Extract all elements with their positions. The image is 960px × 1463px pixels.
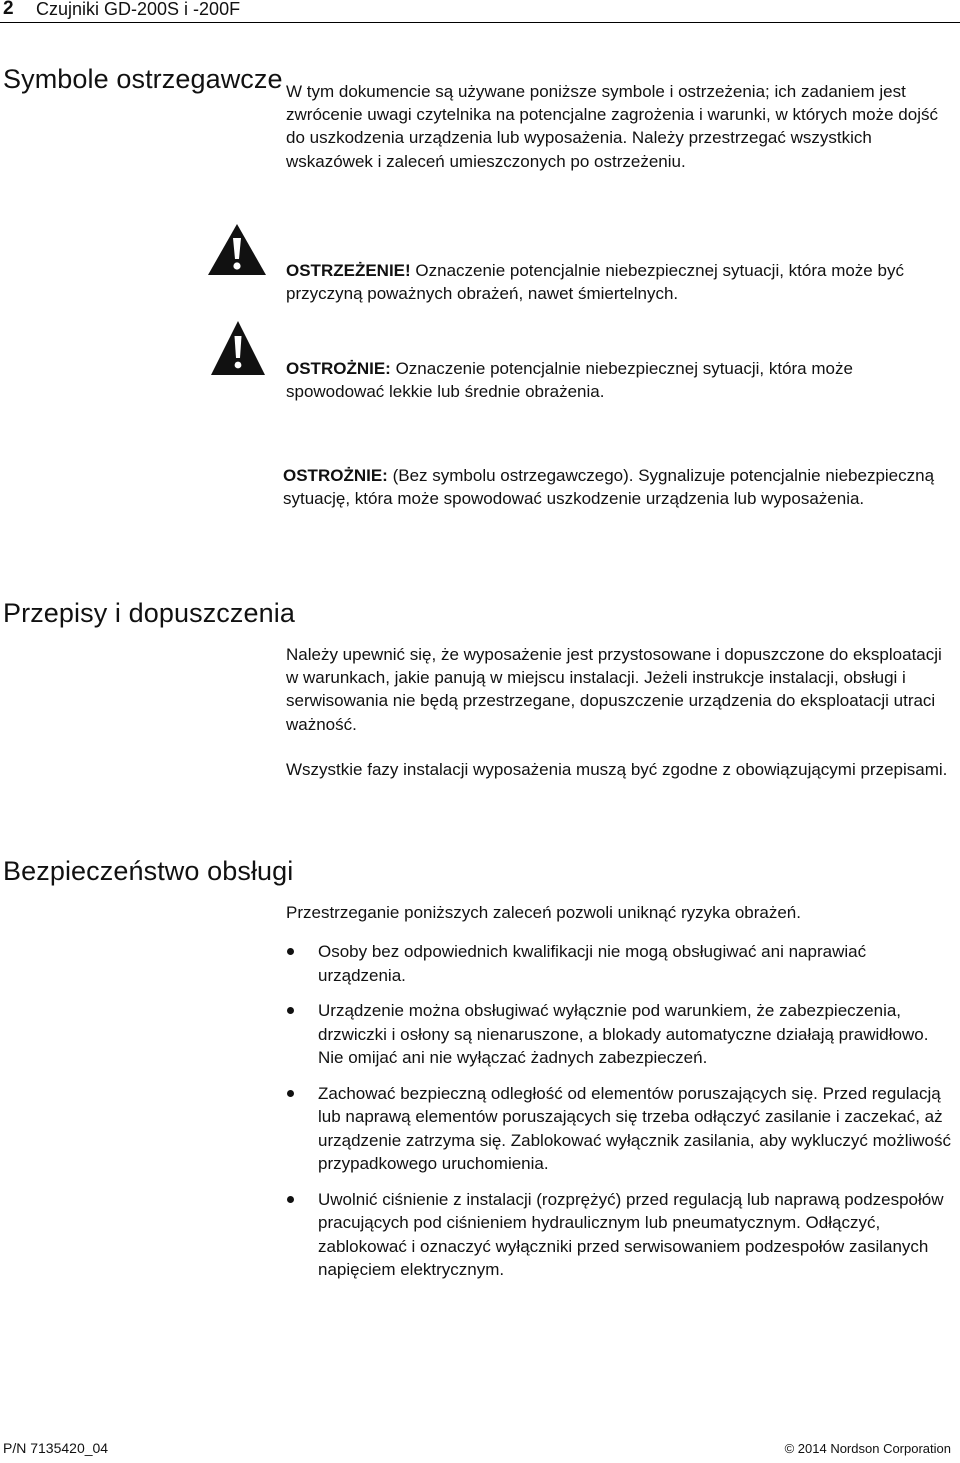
caution-no-symbol-paragraph bbox=[283, 464, 948, 510]
section-heading-safety: Bezpieczeństwo obsługi bbox=[3, 856, 294, 886]
list-item-text: Zachować bezpieczną odległość od elementów poruszających się. Przed regulacją lub naprawą elementów poruszających się trzeba odłączyć zasilanie i zaczekać, aż urządzenie zatrzyma się. Zablokować wyłącznik zasilania, aby wykluczyć możliwość przypadkowego uruchomienia. bbox=[318, 1083, 952, 1173]
bullet-icon bbox=[287, 948, 294, 955]
footer-part-number: P/N 7135420_04 bbox=[3, 1440, 109, 1456]
running-title: Czujniki GD-200S i -200F bbox=[36, 0, 241, 19]
safety-bullet-list bbox=[286, 940, 956, 1294]
warning-paragraph bbox=[286, 259, 951, 305]
regulations-paragraph-2: Wszystkie fazy instalacji wyposażenia muszą być zgodne z obowiązującymi przepisami. bbox=[286, 760, 948, 779]
list-item-text: Urządzenie można obsługiwać wyłącznie pod warunkiem, że zabezpieczenia, drzwiczki i osłony są nienaruszone, a blokady automatyczne działają prawidłowo. Nie omijać ani nie wyłączać żadnych zabezpieczeń. bbox=[318, 1001, 929, 1067]
warning-label: OSTRZEŻENIE! bbox=[286, 261, 411, 280]
section-heading-symbols: Symbole ostrzegawcze bbox=[3, 64, 283, 94]
page-number: 2 bbox=[3, 0, 14, 19]
page-header bbox=[0, 0, 960, 23]
bullet-icon bbox=[287, 1196, 294, 1203]
bullet-icon bbox=[287, 1007, 294, 1014]
section-heading-regulations: Przepisy i dopuszczenia bbox=[3, 598, 295, 628]
list-item-text: Osoby bez odpowiednich kwalifikacji nie mogą obsługiwać ani naprawiać urządzenia. bbox=[318, 942, 867, 985]
caution2-text: (Bez symbolu ostrzegawczego). Sygnalizuje potencjalnie niebezpieczną sytuację, która może spowodować uszkodzenie urządzenia lub wyposażenia. bbox=[283, 466, 935, 509]
regulations-paragraph-1: Należy upewnić się, że wyposażenie jest przystosowane i dopuszczone do eksploatacji w warunkach, jakie panują w miejscu instalacji. Jeżeli instrukcje instalacji, obsługi i serwisowania nie będą przestrzegane, dopuszczenie urządzenia do eksploatacji utraci ważność. bbox=[286, 645, 942, 734]
caution2-label: OSTROŻNIE: bbox=[283, 466, 388, 485]
symbols-intro: W tym dokumencie są używane poniższe symbole i ostrzeżenia; ich zadaniem jest zwrócenie uwagi czytelnika na potencjalne zagrożenia i warunki, w których może dojść do uszkodzenia urządzenia lub wyposażenia. Należy przestrzegać wszystkich wskazówek i zaleceń umieszczonych po ostrzeżeniu. bbox=[286, 82, 938, 171]
list-item bbox=[286, 999, 956, 1070]
list-item bbox=[286, 1082, 956, 1176]
list-item bbox=[286, 940, 956, 987]
warning-text: Oznaczenie potencjalnie niebezpiecznej sytuacji, która może być przyczyną poważnych obrażeń, nawet śmiertelnych. bbox=[286, 261, 904, 304]
footer-copyright: © 2014 Nordson Corporation bbox=[784, 1441, 951, 1456]
list-item-text: Uwolnić ciśnienie z instalacji (rozprężyć) przed regulacją lub naprawą podzespołów pracujących pod ciśnieniem hydraulicznym lub pneumatycznym. Odłączyć, zablokować i oznaczyć wyłączniki przed serwisowaniem podzespołów zasilanych napięciem elektrycznym. bbox=[318, 1189, 944, 1279]
bullet-icon bbox=[287, 1090, 294, 1097]
caution-label: OSTROŻNIE: bbox=[286, 359, 391, 378]
caution-text: Oznaczenie potencjalnie niebezpiecznej sytuacji, która może spowodować lekkie lub średnie obrażenia. bbox=[286, 359, 853, 402]
warning-triangle-icon bbox=[207, 223, 267, 276]
list-item bbox=[286, 1188, 956, 1282]
safety-intro: Przestrzeganie poniższych zaleceń pozwoli uniknąć ryzyka obrażeń. bbox=[286, 903, 801, 922]
caution-triangle-icon bbox=[210, 320, 266, 376]
caution-paragraph bbox=[286, 357, 951, 403]
